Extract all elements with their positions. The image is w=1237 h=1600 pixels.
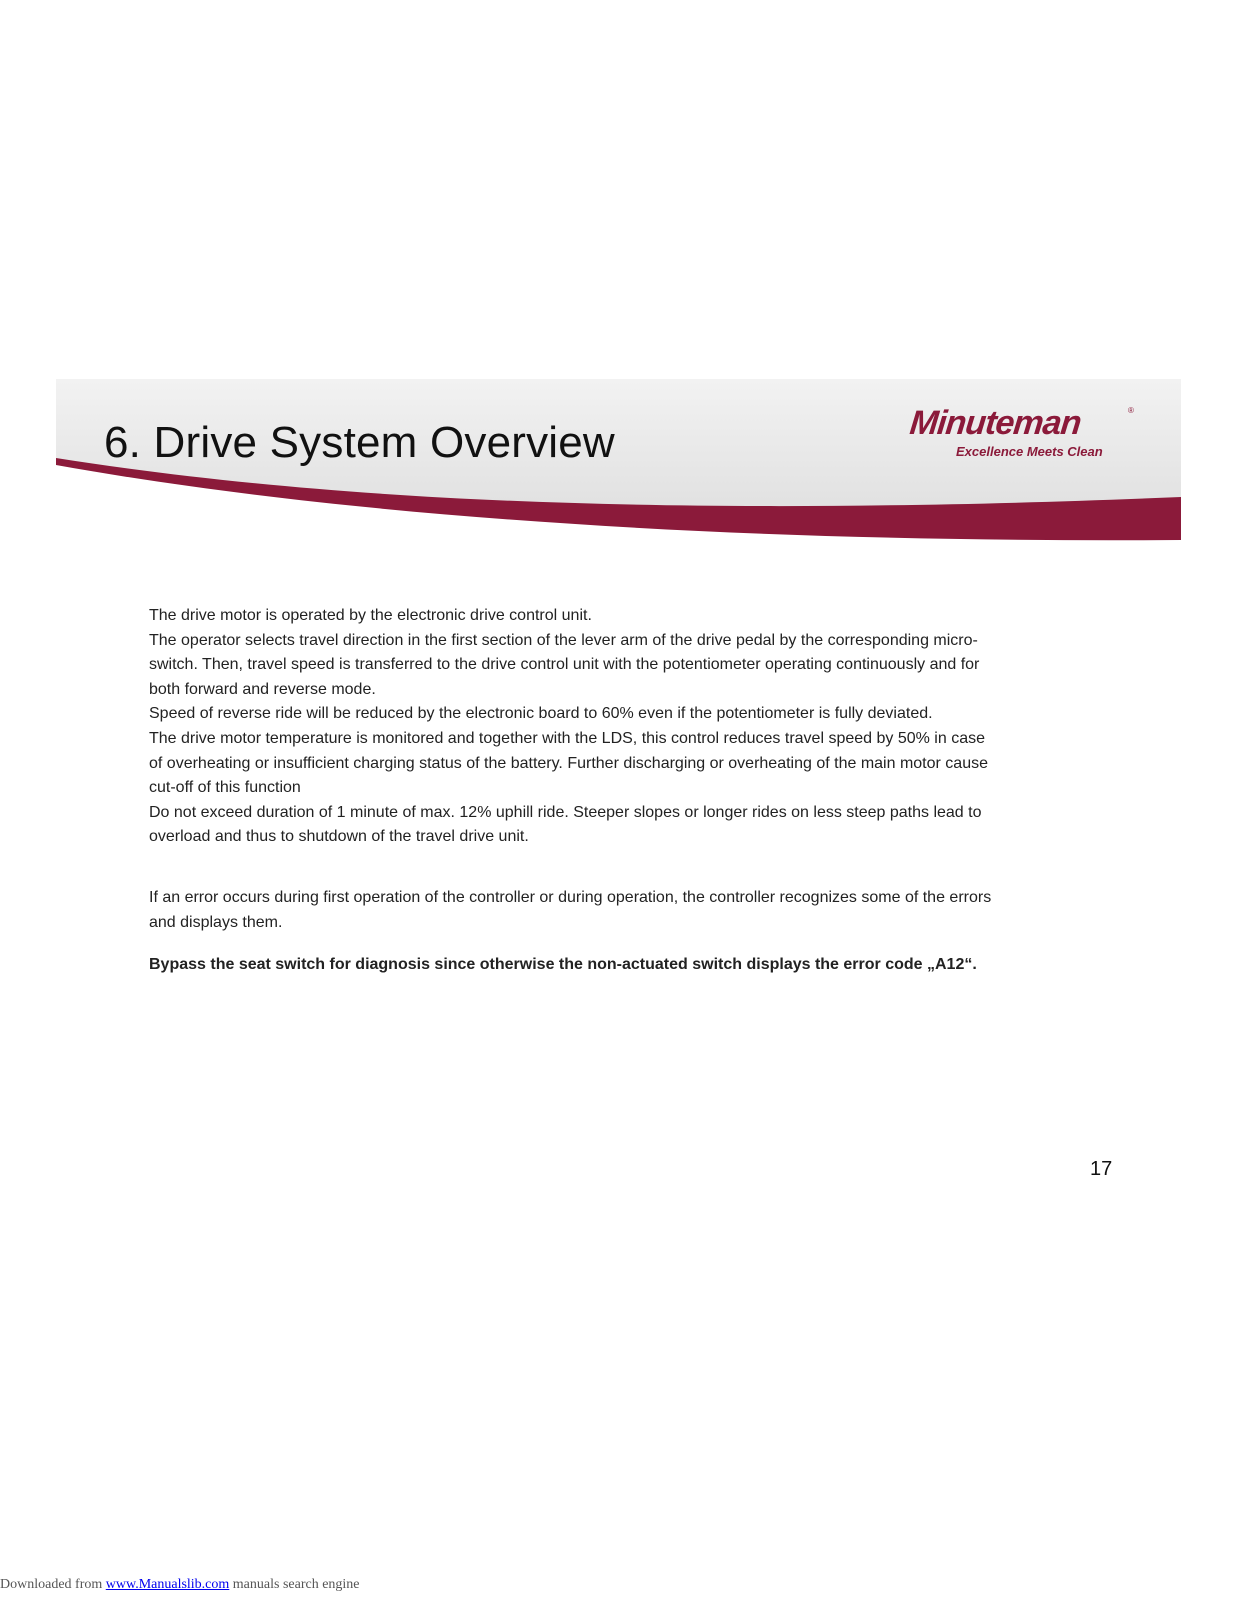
paragraph-reverse-speed: Speed of reverse ride will be reduced by the electronic board to 60% even if the potentiometer is fully deviated. — [149, 705, 933, 723]
paragraph-travel-direction: The operator selects travel direction in the first section of the lever arm of the drive pedal by the corresponding micro-switch. Then, travel speed is transferred to the drive control unit with the potentiometer operating continuously and for both forward and reverse mode. — [149, 631, 980, 698]
paragraph-bypass-note: Bypass the seat switch for diagnosis since otherwise the non-actuated switch displays the error code „A12“. — [149, 956, 977, 974]
footer-suffix: manuals search engine — [229, 1577, 360, 1592]
page-title: 6. Drive System Overview — [104, 418, 615, 467]
download-footer — [0, 1577, 360, 1593]
footer-prefix: Downloaded from — [0, 1577, 106, 1592]
paragraph-uphill-limit: Do not exceed duration of 1 minute of max. 12% uphill ride. Steeper slopes or longer rides on less steep paths lead to overload and thus to shutdown of the travel drive unit. — [149, 803, 982, 846]
paragraph-drive-motor: The drive motor is operated by the electronic drive control unit. — [149, 607, 592, 624]
logo-wordmark: Minuteman — [908, 404, 1083, 442]
paragraph-error-note: If an error occurs during first operation of the controller or during operation, the controller recognizes some of the errors and displays them. — [149, 888, 992, 931]
body-text — [149, 604, 999, 978]
page-number: 17 — [1090, 1158, 1113, 1180]
minuteman-logo — [910, 404, 1140, 464]
manualslib-link[interactable]: www.Manualslib.com — [105, 1577, 230, 1592]
paragraph-temperature: The drive motor temperature is monitored and together with the LDS, this control reduces travel speed by 50% in case of overheating or insufficient charging status of the battery. Further discharging or overheating of the main motor cause cut-off of this function — [149, 729, 988, 797]
registered-mark: ® — [1128, 406, 1134, 415]
logo-tagline: Excellence Meets Clean — [956, 444, 1103, 459]
